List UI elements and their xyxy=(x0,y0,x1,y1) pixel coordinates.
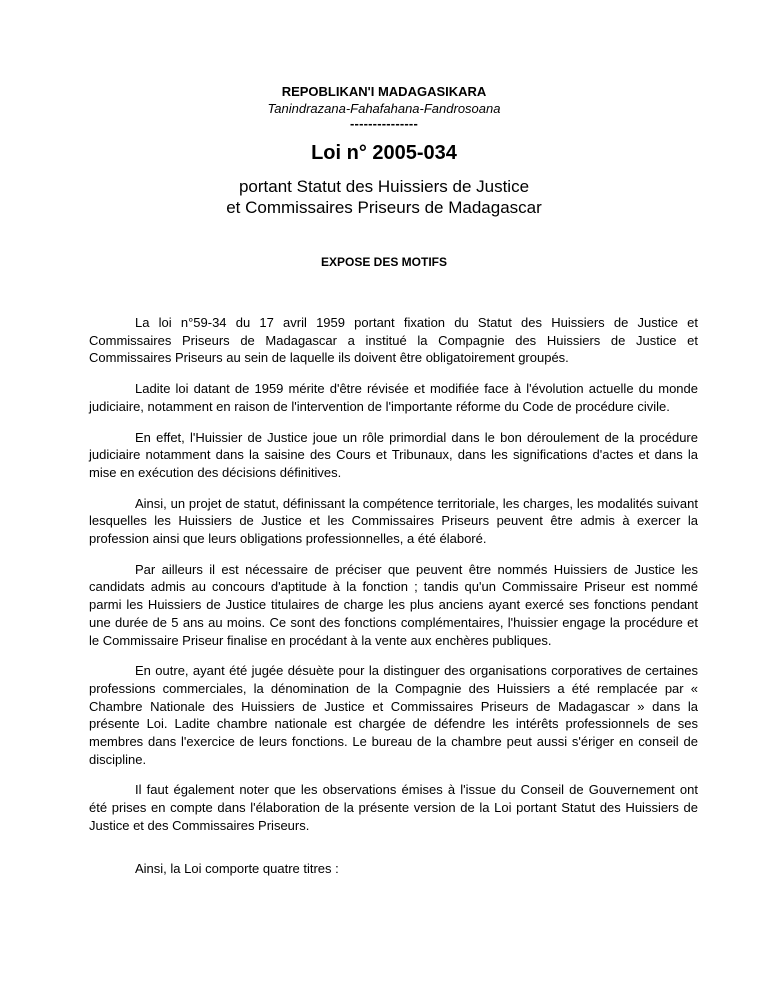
paragraph: En effet, l'Huissier de Justice joue un rôle primordial dans le bon déroulement de la procédure judiciaire notamment dans la saisine des Cours et Tribunaux, dans les significations d'actes et dans la mise en exécution des décisions définitives. xyxy=(89,429,698,480)
paragraph: Ladite loi datant de 1959 mérite d'être révisée et modifiée face à l'évolution actuelle du monde judiciaire, notamment en raison de l'intervention de l'importante réforme du Code de procédure civile. xyxy=(89,381,698,414)
paragraph: Il faut également noter que les observations émises à l'issue du Conseil de Gouvernement ont été prises en compte dans l'élaboration de la présente version de la Loi portant Statut des Huissiers de Justice et des Commissaires Priseurs. xyxy=(89,782,698,833)
paragraph: En outre, ayant été jugée désuète pour la distinguer des organisations corporatives de certaines professions commerciales, la dénomination de la Compagnie des Huissiers a été remplacée par « Chambre Nationale des Huissiers de Justice et Commissaires Priseurs de Madagascar » dans la présente Loi. Ladite chambre nationale est chargée de défendre les intérêts professionnels de ses membres dans l'exercice de leurs fonctions. Le bureau de la chambre peut aussi s'ériger en conseil de discipline. xyxy=(89,663,698,767)
law-subtitle-line-2: et Commissaires Priseurs de Madagascar xyxy=(226,198,542,217)
header-separator: --------------- xyxy=(350,116,418,131)
paragraph: Ainsi, un projet de statut, définissant la compétence territoriale, les charges, les modalités suivant lesquelles les Huissiers de Justice et les Commissaires Priseurs peuvent être admis à exercer la profession ainsi que leurs obligations professionnelles, a été élaboré. xyxy=(89,495,698,547)
section-title: EXPOSE DES MOTIFS xyxy=(320,255,448,269)
country-name: REPOBLIKAN'I MADAGASIKARA xyxy=(281,84,487,99)
national-motto: Tanindrazana-Fahafahana-Fandrosoana xyxy=(267,101,501,116)
law-title: Loi n° 2005-034 xyxy=(311,142,457,164)
law-subtitle-line-1: portant Statut des Huissiers de Justice xyxy=(238,177,530,196)
document-body xyxy=(89,314,698,890)
paragraph: Ainsi, la Loi comporte quatre titres : xyxy=(135,860,339,876)
paragraph: La loi n°59-34 du 17 avril 1959 portant fixation du Statut des Huissiers de Justice et Commissaires Priseurs de Madagascar a institué la Compagnie des Huissiers de Justice et Commissaires Priseurs au sein de laquelle ils doivent être obligatoirement groupés. xyxy=(89,315,698,366)
paragraph: Par ailleurs il est nécessaire de préciser que peuvent être nommés Huissiers de Justice les candidats admis au concours d'aptitude à la fonction ; tandis qu'un Commissaire Priseur est nommé parmi les Huissiers de Justice titulaires de charge les plus anciens ayant exercé ses fonctions pendant une durée de 5 ans au moins. Ce sont des fonctions complémentaires, l'huissier engage la procédure et le Commissaire Priseur finalise en procédant à la vente aux enchères publiques. xyxy=(89,561,698,648)
law-subtitle xyxy=(0,176,768,218)
